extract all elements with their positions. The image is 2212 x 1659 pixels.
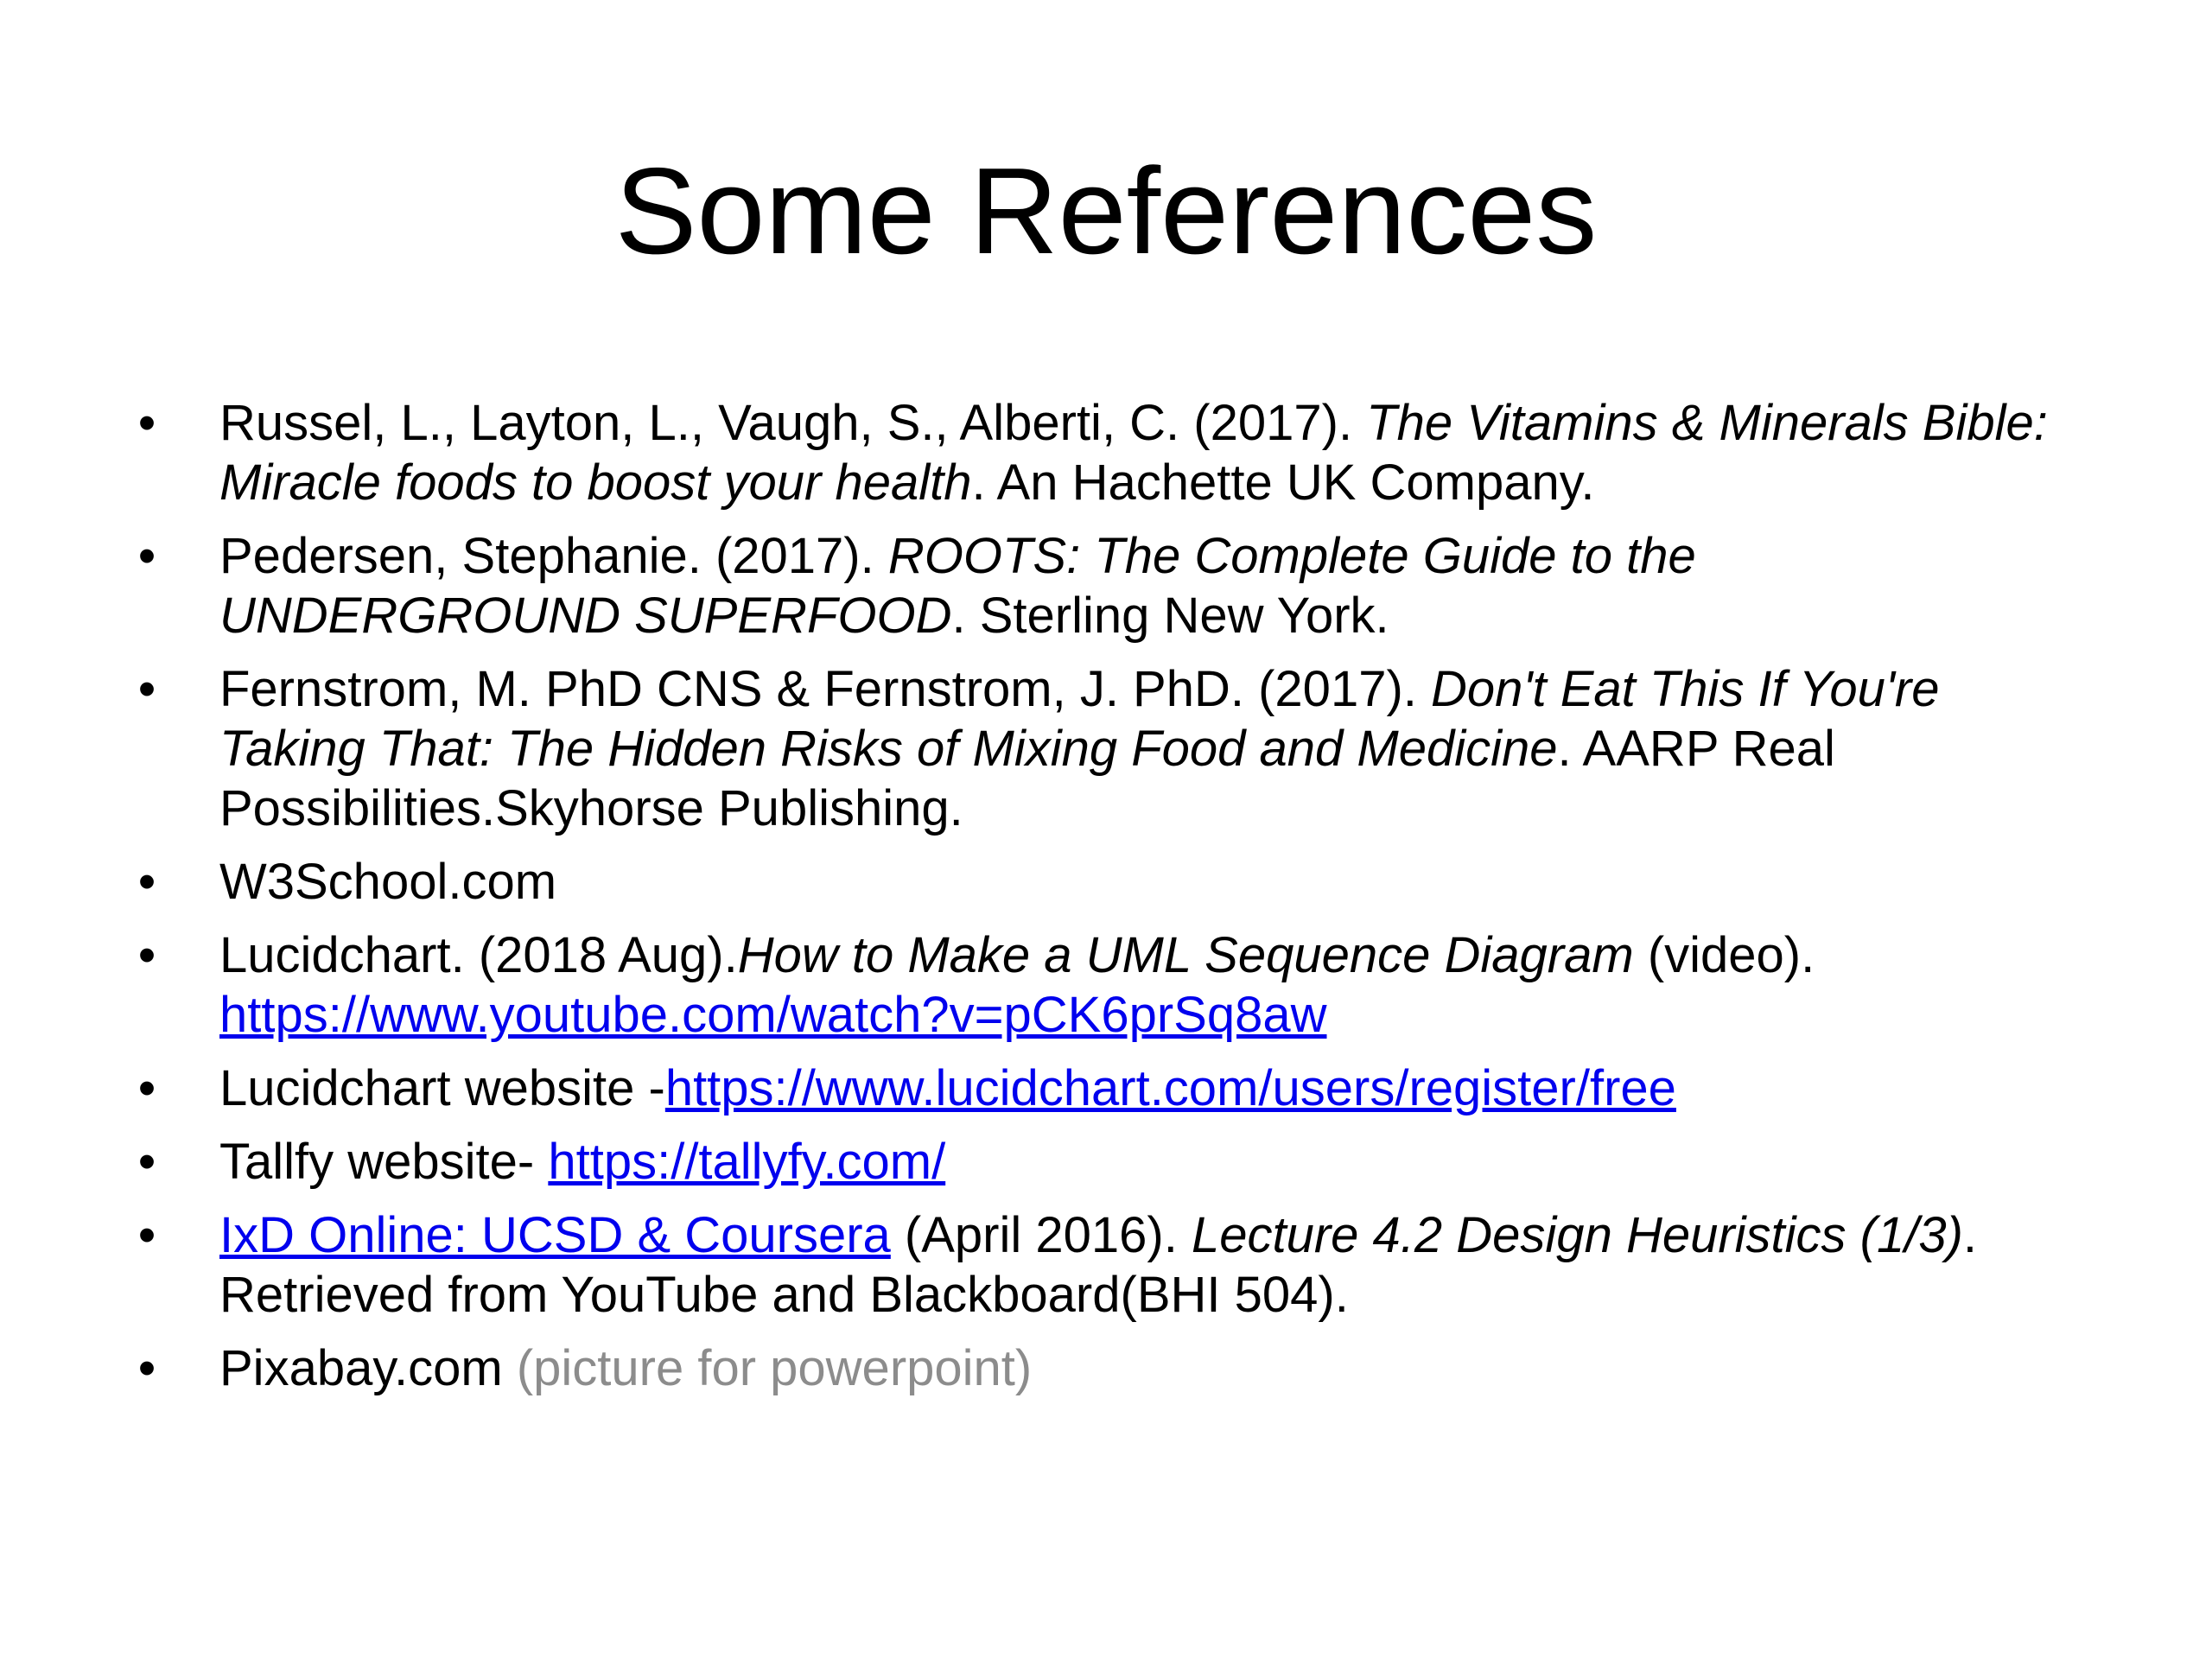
reference-publisher: . AARP Real Possibilities.Skyhorse Publishing.	[219, 721, 1835, 836]
reference-publisher: . Sterling New York.	[951, 588, 1389, 644]
bullet-icon: •	[137, 1060, 156, 1116]
reference-item	[130, 1338, 2082, 1398]
reference-item	[130, 526, 2082, 645]
youtube-link[interactable]: https://www.youtube.com/watch?v=pCK6prSq8aw	[219, 987, 1327, 1043]
bullet-icon: •	[137, 528, 156, 584]
bullet-icon: •	[137, 395, 156, 451]
reference-item	[130, 1132, 2082, 1192]
reference-title: How to Make a UML Sequence Diagram	[737, 927, 1634, 983]
bullet-icon: •	[137, 927, 156, 983]
reference-item	[130, 393, 2082, 512]
reference-text: Lucidchart website -	[219, 1060, 665, 1116]
reference-source: . Retrieved from YouTube and Blackboard(BHI 504).	[219, 1207, 1978, 1323]
slide-title: Some References	[614, 143, 1598, 280]
reference-item	[130, 659, 2082, 838]
reference-title: Lecture 4.2 Design Heuristics (1/3)	[1191, 1207, 1963, 1263]
ixd-online-link[interactable]: IxD Online: UCSD & Coursera	[219, 1207, 891, 1263]
reference-text: Pixabay.com	[219, 1340, 517, 1396]
bullet-icon: •	[137, 854, 156, 910]
reference-text: W3School.com	[219, 854, 557, 910]
lucidchart-link[interactable]: https://www.lucidchart.com/users/register/free	[664, 1060, 1676, 1116]
reference-item	[130, 1205, 2082, 1325]
reference-authors: Lucidchart. (2018 Aug).	[219, 927, 738, 983]
reference-authors: Russel, L., Layton, L., Vaugh, S., Alberti, C. (2017).	[219, 395, 1367, 451]
reference-list	[130, 393, 2082, 1412]
tallyfy-link[interactable]: https://tallyfy.com/	[548, 1134, 946, 1190]
reference-text: Tallfy website-	[219, 1134, 549, 1190]
reference-date: (April 2016).	[890, 1207, 1192, 1263]
bullet-icon: •	[137, 661, 156, 717]
reference-media-type: (video).	[1633, 927, 1815, 983]
reference-authors: Fernstrom, M. PhD CNS & Fernstrom, J. PhD. (2017).	[219, 661, 1431, 717]
reference-item	[130, 1058, 2082, 1118]
reference-title: ROOTS: The Complete Guide to the UNDERGROUND SUPERFOOD	[219, 528, 1696, 644]
bullet-icon: •	[137, 1134, 156, 1190]
reference-authors: Pedersen, Stephanie. (2017).	[219, 528, 888, 584]
bullet-icon: •	[137, 1340, 156, 1396]
reference-note: (picture for powerpoint)	[516, 1340, 1033, 1396]
reference-title: The Vitamins & Minerals Bible: Miracle foods to boost your health	[219, 395, 2048, 511]
bullet-icon: •	[137, 1207, 156, 1263]
reference-publisher: . An Hachette UK Company.	[971, 454, 1595, 511]
reference-item	[130, 852, 2082, 912]
reference-item	[130, 925, 2082, 1045]
reference-title: Don't Eat This If You're Taking That: The Hidden Risks of Mixing Food and Medicine	[219, 661, 1940, 777]
